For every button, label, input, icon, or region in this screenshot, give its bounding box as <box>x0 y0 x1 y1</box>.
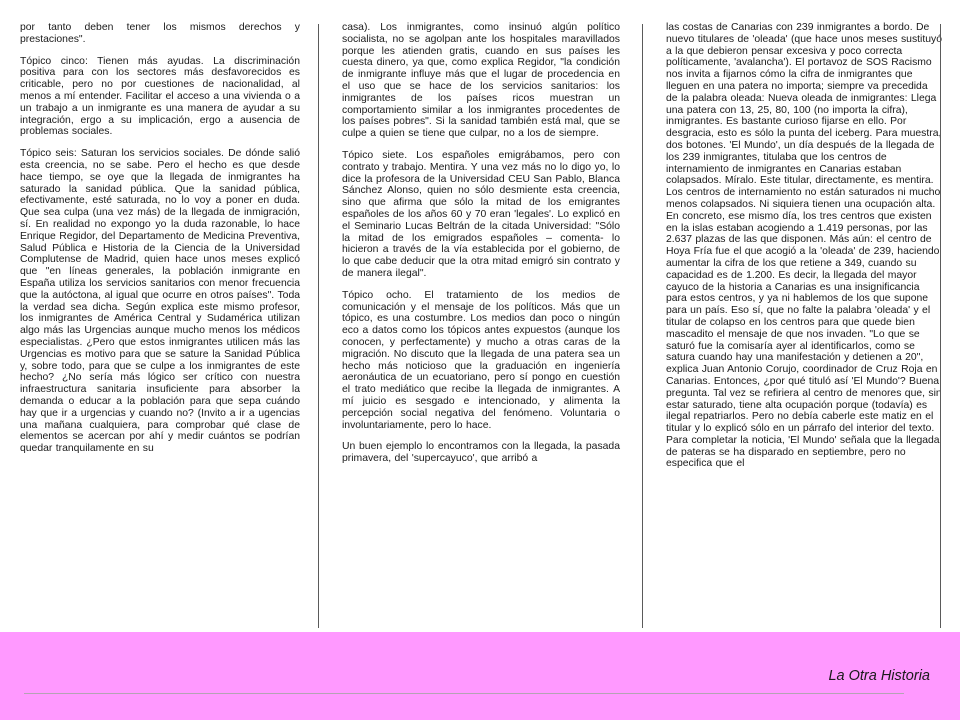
paragraph: las costas de Canarias con 239 inmigrantes a bordo. De nuevo titulares de 'oleada' (que hace unos meses sustituyó a la que debieron pensar excesiva y poco correcta políticamente, 'avalancha'). El portavoz de SOS Racismo nos invita a fijarnos cómo la cifra de inmigrantes que lleguen en una patera no importa; siempre va precedida de la palabra oleada: Nueva oleada de inmigrantes: Llega una patera con 13, 25, 80, 100 (no importa la cifra), inmigrantes. Es bastante curioso fijarse en ello. Por desgracia, esto es sólo la punta del iceberg. Para muestra, dos botones. 'El Mundo', un día después de la llegada de los 239 inmigrantes, titulaba que los centros de internamiento de inmigrantes en Canarias estaban colapsados. Míralo. Este titular, directamente, es mentira. Los centros de internamiento no están saturados ni mucho menos colapsados. Ni siquiera tienen una ocupación alta. En concreto, ese mismo día, los tres centros que existen en la islas estaban acogiendo a 1.419 personas, por las 2.637 plazas de las que disponen. Más aún: el centro de Hoya Fría fue el que acogió a la 'oleada' de 239, haciendo aumentar la cifra de los que retiene a 349, cuando su capacidad es de 1.200. Es decir, la llegada del mayor cayuco de la historia a Canarias es una insignificancia para estos centros, y ya ni hablemos de los que supone para un país. Eso sí, que no falte la palabra 'oleada' y el titular de colapso en los centros para que quede bien mascadito el mensaje de que nos invaden. "Lo que se saturó fue la comisaría ayer al identificarlos, como se satura cuando hay una manifestación y detienen a 20", explica Juan Antonio Corujo, coordinador de Cruz Roja en Canarias. Entonces, ¿por qué tituló así 'El Mundo'? Buena pregunta. Tal vez se refiriera al centro de menores que, sin estar saturado, tiene alta ocupación porque (todavía) es ilegal repatriarlos. Pero no debía caberle este matiz en el titular y lo explicó sólo en un párrafo del interior del texto. Para completar la noticia, 'El Mundo' señala que la llegada de pateras se ha disparado en septiembre, pero no especifica que el <box>666 22 942 470</box>
paragraph: casa). Los inmigrantes, como insinuó algún político socialista, no se agolpan ante los hospitales maravillados porque les atienden gratis, cuando en sus países les cuesta dinero, ya que, como explica Regidor, "la condición de inmigrante influye más que el lugar de procedencia en el uso que se hace de los servicios sanitarios: los inmigrantes de los países ricos muestran un comportamiento similar a los inmigrantes procedentes de los países pobres". Si la sanidad también está mal, que se culpe a quien se tiene que culpar, no a los de siempre. <box>342 22 620 140</box>
paragraph: Tópico cinco: Tienen más ayudas. La discriminación positiva para con los sectores más desfavorecidos es criticable, pero no por cuestiones de nacionalidad, al menos a mí entender. Facilitar el acceso a una vivienda o a un trabajo a un inmigrante es una manera de ayudar a su integración, ergo a su implicación, ergo a ausencia de problemas sociales. <box>20 55 300 138</box>
text-column-1 <box>20 22 300 622</box>
footer-band <box>0 632 960 720</box>
paragraph: Tópico ocho. El tratamiento de los medios de comunicación y el mensaje de los políticos. Más que un tópico, es una costumbre. Los medios dan poco o ningún eco a datos como los tópicos antes expuestos (aunque los conocen, y perfectamente) y mucho a otras caras de la migración. No discuto que la llegada de una patera sea un hecho más noticioso que la graduación en ingeniería aeronáutica de un ecuatoriano, pero sí pongo en cuestión el trato mediático que recibe la llegada de inmigrantes. A mí juicio es sesgado e intencionado, y alimenta la percepción social negativa del fenómeno. Voluntaria o involuntariamente, pero lo hace. <box>342 289 620 431</box>
text-column-2 <box>342 22 620 622</box>
column-divider <box>642 24 643 628</box>
column-divider <box>940 24 941 628</box>
footer-title: La Otra Historia <box>828 668 930 684</box>
column-divider <box>318 24 319 628</box>
footer-divider <box>24 693 904 694</box>
paragraph: Tópico siete. Los españoles emigrábamos, pero con contrato y trabajo. Mentira. Y una vez más no lo digo yo, lo dice la profesora de la Universidad CEU San Pablo, Blanca Sánchez Alonso, quien no sólo desmiente esta creencia, sino que afirma que sólo la mitad de los emigrantes españoles de los años 60 y 70 eran 'legales'. Lo explicó en el Seminario Lucas Beltrán de la citada Universidad: "Sólo la mitad de los emigrados españoles – comenta- lo hicieron a través de la vía establecida por el gobierno, de lo que cabe deducir que la otra mitad emigró sin contrato y de manera ilegal". <box>342 149 620 279</box>
paragraph: Tópico seis: Saturan los servicios sociales. De dónde salió esta creencia, no se sabe. Pero el hecho es que desde hace tiempo, se oye que la llegada de inmigrantes ha saturado la sanidad pública. Que la sanidad pública, efectivamente, esté saturada, no lo voy a poner en duda. Que sea culpa (una vez más) de la llegada de inmigración, sí. En realidad no expongo yo la duda razonable, lo hace Enrique Regidor, del Departamento de Medicina Preventiva, Salud Pública e Historia de la Ciencia de la Universidad Complutense de Madrid, quien hace unos meses explicó que "en líneas generales, la población inmigrante en España utiliza los servicios sanitarios con menor frecuencia que la autóctona, al igual que ocurre en otros países". Toda la verdad sea dicha. Según explica este mismo profesor, los inmigrantes de América Central y Sudamérica utilizan algo más las Urgencias aunque mucho menos los médicos especialistas. ¿Pero que estos inmigrantes utilicen más las Urgencias es motivo para que se sature la Sanidad Pública y, sobre todo, para que se culpe a los inmigrantes de este hecho? ¿No sería más lógico ser crítico con nuestra infraestructura sanitaria insuficiente para absorber la demanda o educar a la población para que sepa cuándo hay que ir a urgencias y cuando no? (Invito a ir a ugencias una mañana cualquiera, para comprobar qué clase de elementos se acercan por ahí y medir cuántos se podrían quedar tranquilamente en su <box>20 148 300 455</box>
text-column-3 <box>666 22 942 622</box>
paragraph: por tanto deben tener los mismos derechos y prestaciones". <box>20 22 300 45</box>
paragraph: Un buen ejemplo lo encontramos con la llegada, la pasada primavera, del 'supercayuco', que arribó a <box>342 441 620 465</box>
